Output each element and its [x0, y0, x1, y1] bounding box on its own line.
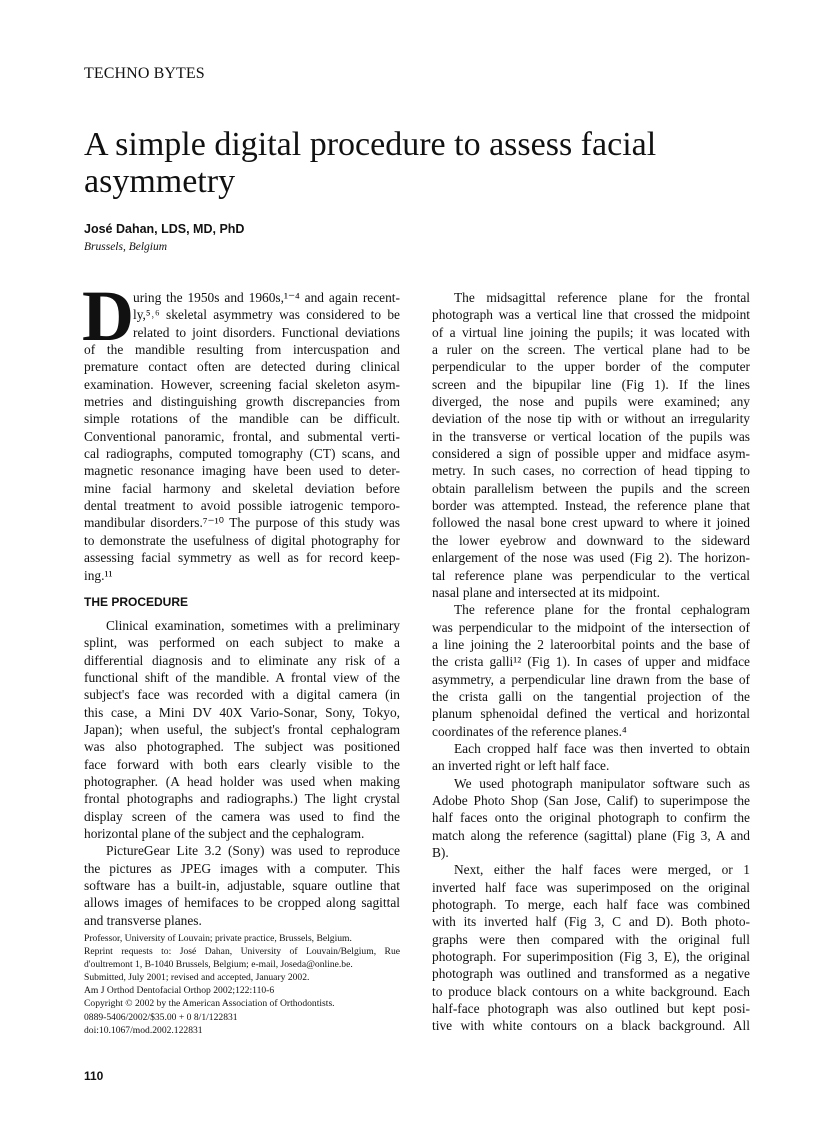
text-line: PictureGear Lite 3.2 (Sony) was used to reproduce — [106, 843, 400, 859]
text-line: ing.¹¹ — [84, 567, 113, 583]
text-line: Japan); when useful, the subject's frontal cephalogram — [84, 721, 400, 737]
section-heading: THE PROCEDURE — [84, 594, 189, 609]
text-line: diverged, the nose and pupils were examined; any — [432, 394, 750, 410]
text-line: considered a sign of possible upper and midface asym- — [432, 446, 750, 462]
paragraph — [84, 617, 400, 842]
footnotes — [84, 932, 400, 1037]
text-line: metries and distinguishing growth discrepancies from — [84, 394, 400, 410]
text-line: allows images of hemifaces to be cropped along sagittal — [84, 895, 400, 911]
text-line: photographer. (A head holder was used when making — [84, 773, 400, 789]
text-line: Each cropped half face was then inverted to obtain — [454, 740, 750, 756]
paragraph — [432, 601, 750, 740]
text-line: enlargement of the nose was used (Fig 2). The horizon- — [432, 550, 750, 566]
paragraph — [432, 740, 750, 775]
drop-cap: D — [82, 276, 134, 356]
text-line: subject's face was recorded with a digital camera (in — [84, 687, 400, 703]
text-line: face forward with both ears clearly visible to the — [84, 756, 400, 772]
footnote-line: Submitted, July 2001; revised and accepted, January 2002. — [84, 972, 310, 984]
text-line: simple rotations of the mandible can be difficult. — [84, 411, 400, 427]
text-line: mandibular disorders.⁷⁻¹⁰ The purpose of this study was — [84, 515, 400, 531]
paragraph — [432, 861, 750, 1034]
text-line: differential diagnosis and to eliminate any risk of a — [84, 652, 400, 668]
footnote-line: Copyright © 2002 by the American Association of Orthodontists. — [84, 998, 335, 1010]
text-line: obtain parallelism between the pupils and the screen — [432, 480, 750, 496]
text-line: Adobe Photo Shop (San Jose, Calif) to superimpose the — [432, 792, 750, 808]
author-name: José Dahan, LDS, MD, PhD — [84, 222, 245, 236]
text-line: frontal photographs and radiographs.) The light crystal — [84, 791, 400, 807]
text-line: a line joining the 2 lateroorbital points and the base of — [432, 636, 750, 652]
text-line: this case, a Mini DV 40X Vario-Sonar, Sony, Tokyo, — [84, 704, 400, 720]
text-line: The reference plane for the frontal cephalogram — [454, 602, 750, 618]
text-line: metry. In such cases, no correction of head tipping to — [432, 463, 750, 479]
text-line: photograph. For superimposition (Fig 3, E), the original — [432, 949, 750, 965]
paragraph — [84, 842, 400, 929]
text-line: followed the nasal bone crest upward to where it joined — [432, 515, 750, 531]
text-line: magnetic resonance imaging have been used to deter- — [84, 463, 400, 479]
text-line: photograph. To merge, each half face was combined — [432, 897, 750, 913]
text-line: splint, was performed on each subject to make a — [84, 635, 400, 651]
text-line: border was attempted. Instead, the reference plane that — [432, 498, 750, 514]
text-line: a ruler on the screen. The vertical plane had to be — [432, 342, 750, 358]
text-line: examination. However, screening facial skeleton asym- — [84, 376, 400, 392]
text-line: software has a built-in, adjustable, square outline that — [84, 878, 400, 893]
paragraph — [432, 775, 750, 862]
text-line: in the transverse or vertical location of the pupils was — [432, 428, 750, 444]
text-line: cal radiographs, computed tomography (CT) scans, and — [84, 446, 400, 462]
text-line: deviation of the nose tip with or without an irregularity — [432, 411, 750, 427]
footnote-line: Professor, University of Louvain; private practice, Brussels, Belgium. — [84, 933, 352, 944]
text-line: photograph was outlined and transformed as a negative — [432, 966, 750, 982]
text-line: to produce black contours on a white background. Each — [432, 983, 750, 999]
footnote-line: Am J Orthod Dentofacial Orthop 2002;122:110-6 — [84, 985, 275, 997]
author-affiliation: Brussels, Belgium — [84, 241, 168, 253]
text-line: the lower eyebrow and downward to the sideward — [432, 532, 750, 548]
text-line: Conventional panoramic, frontal, and submental verti- — [84, 428, 400, 444]
text-line: horizontal plane of the subject and the cephalogram. — [84, 825, 365, 841]
text-line: of the mandible resulting from intercuspation and — [84, 342, 400, 358]
footnote-line: Reprint requests to: José Dahan, University of Louvain/Belgium, Rue — [84, 946, 400, 958]
text-line: tive with white contours on a black background. All — [432, 1018, 750, 1034]
text-line: functional shift of the mandible. A frontal view of the — [84, 669, 400, 685]
text-line: Next, either the half faces were merged, or 1 — [454, 862, 750, 878]
text-line: ly,⁵˒⁶ skeletal asymmetry was considered to be — [133, 307, 400, 323]
footnote-line: doi:10.1067/mod.2002.122831 — [84, 1024, 203, 1036]
text-line: planum sphenoidal defined the vertical and horizontal — [432, 706, 750, 722]
text-line: match along the reference (sagittal) plane (Fig 3, A and — [432, 827, 750, 843]
section-label: TECHNO BYTES — [84, 65, 205, 82]
text-line: half-face photograph was also outlined but kept posi- — [432, 1001, 750, 1017]
text-line: B). — [432, 845, 449, 860]
text-line: was also photographed. The subject was positioned — [84, 739, 400, 755]
text-line: The midsagittal reference plane for the frontal — [454, 290, 750, 305]
text-line: display screen of the camera was used to find the — [84, 808, 400, 824]
footnote-line: d'oultremont 1, B-1040 Brussels, Belgium; e-mail, Joseda@online.be. — [84, 959, 353, 971]
text-line: We used photograph manipulator software such as — [454, 775, 750, 791]
text-line: asymmetry, a perpendicular line drawn from the base of — [432, 671, 750, 687]
text-line: coordinates of the reference planes.⁴ — [432, 723, 627, 739]
left-column — [84, 289, 400, 929]
text-line: Clinical examination, sometimes with a preliminary — [106, 617, 400, 633]
text-line: the crista galli¹² (Fig 1). In cases of upper and midface — [432, 654, 750, 670]
article-title: A simple digital procedure to assess facial asymmetry — [84, 126, 657, 200]
text-line: assessing facial symmetry as well as for record keep- — [84, 550, 400, 566]
text-line: to demonstrate the usefulness of digital photography for — [84, 532, 400, 548]
text-line: with its inverted half (Fig 3, C and D). Both photo- — [432, 914, 750, 930]
paragraph — [84, 289, 400, 584]
text-line: premature contact often are detected during clinical — [84, 359, 400, 375]
text-line: mine facial harmony and skeletal deviation before — [84, 480, 400, 496]
text-line: screen and the bipupilar line (Fig 1). If the lines — [432, 376, 750, 392]
text-line: the crista galli on the tangential projection of the — [432, 688, 750, 704]
text-line: the pictures as JPEG images with a computer. This — [84, 860, 400, 876]
text-line: photograph was a vertical line that crossed the midpoint — [432, 307, 750, 323]
right-column — [432, 289, 750, 1035]
text-line: was perpendicular to the midpoint of the intersection of — [432, 619, 750, 635]
footnote-line: 0889-5406/2002/$35.00 + 0 8/1/122831 — [84, 1011, 238, 1023]
text-line: graphs were then compared with the original full — [432, 931, 750, 947]
text-line: and transverse planes. — [84, 912, 202, 928]
text-line: an inverted right or left half face. — [432, 758, 610, 774]
text-line: dental treatment to avoid possible iatrogenic temporo- — [84, 498, 400, 514]
text-line: uring the 1950s and 1960s,¹⁻⁴ and again recent- — [133, 290, 400, 305]
paragraph — [432, 289, 750, 601]
text-line: perpendicular to the upper border of the computer — [432, 359, 750, 375]
text-line: half faces onto the original photograph to confirm the — [432, 810, 750, 826]
text-line: tal reference plane was perpendicular to the vertical — [432, 567, 750, 583]
page-number: 110 — [84, 1069, 104, 1083]
text-line: of a virtual line joining the pupils; it was located with — [432, 324, 750, 340]
text-line: nasal plane and intersected at its midpoint. — [432, 584, 660, 600]
text-line: related to joint disorders. Functional deviations — [133, 324, 400, 340]
text-line: inverted half face was superimposed on the original — [432, 879, 750, 895]
